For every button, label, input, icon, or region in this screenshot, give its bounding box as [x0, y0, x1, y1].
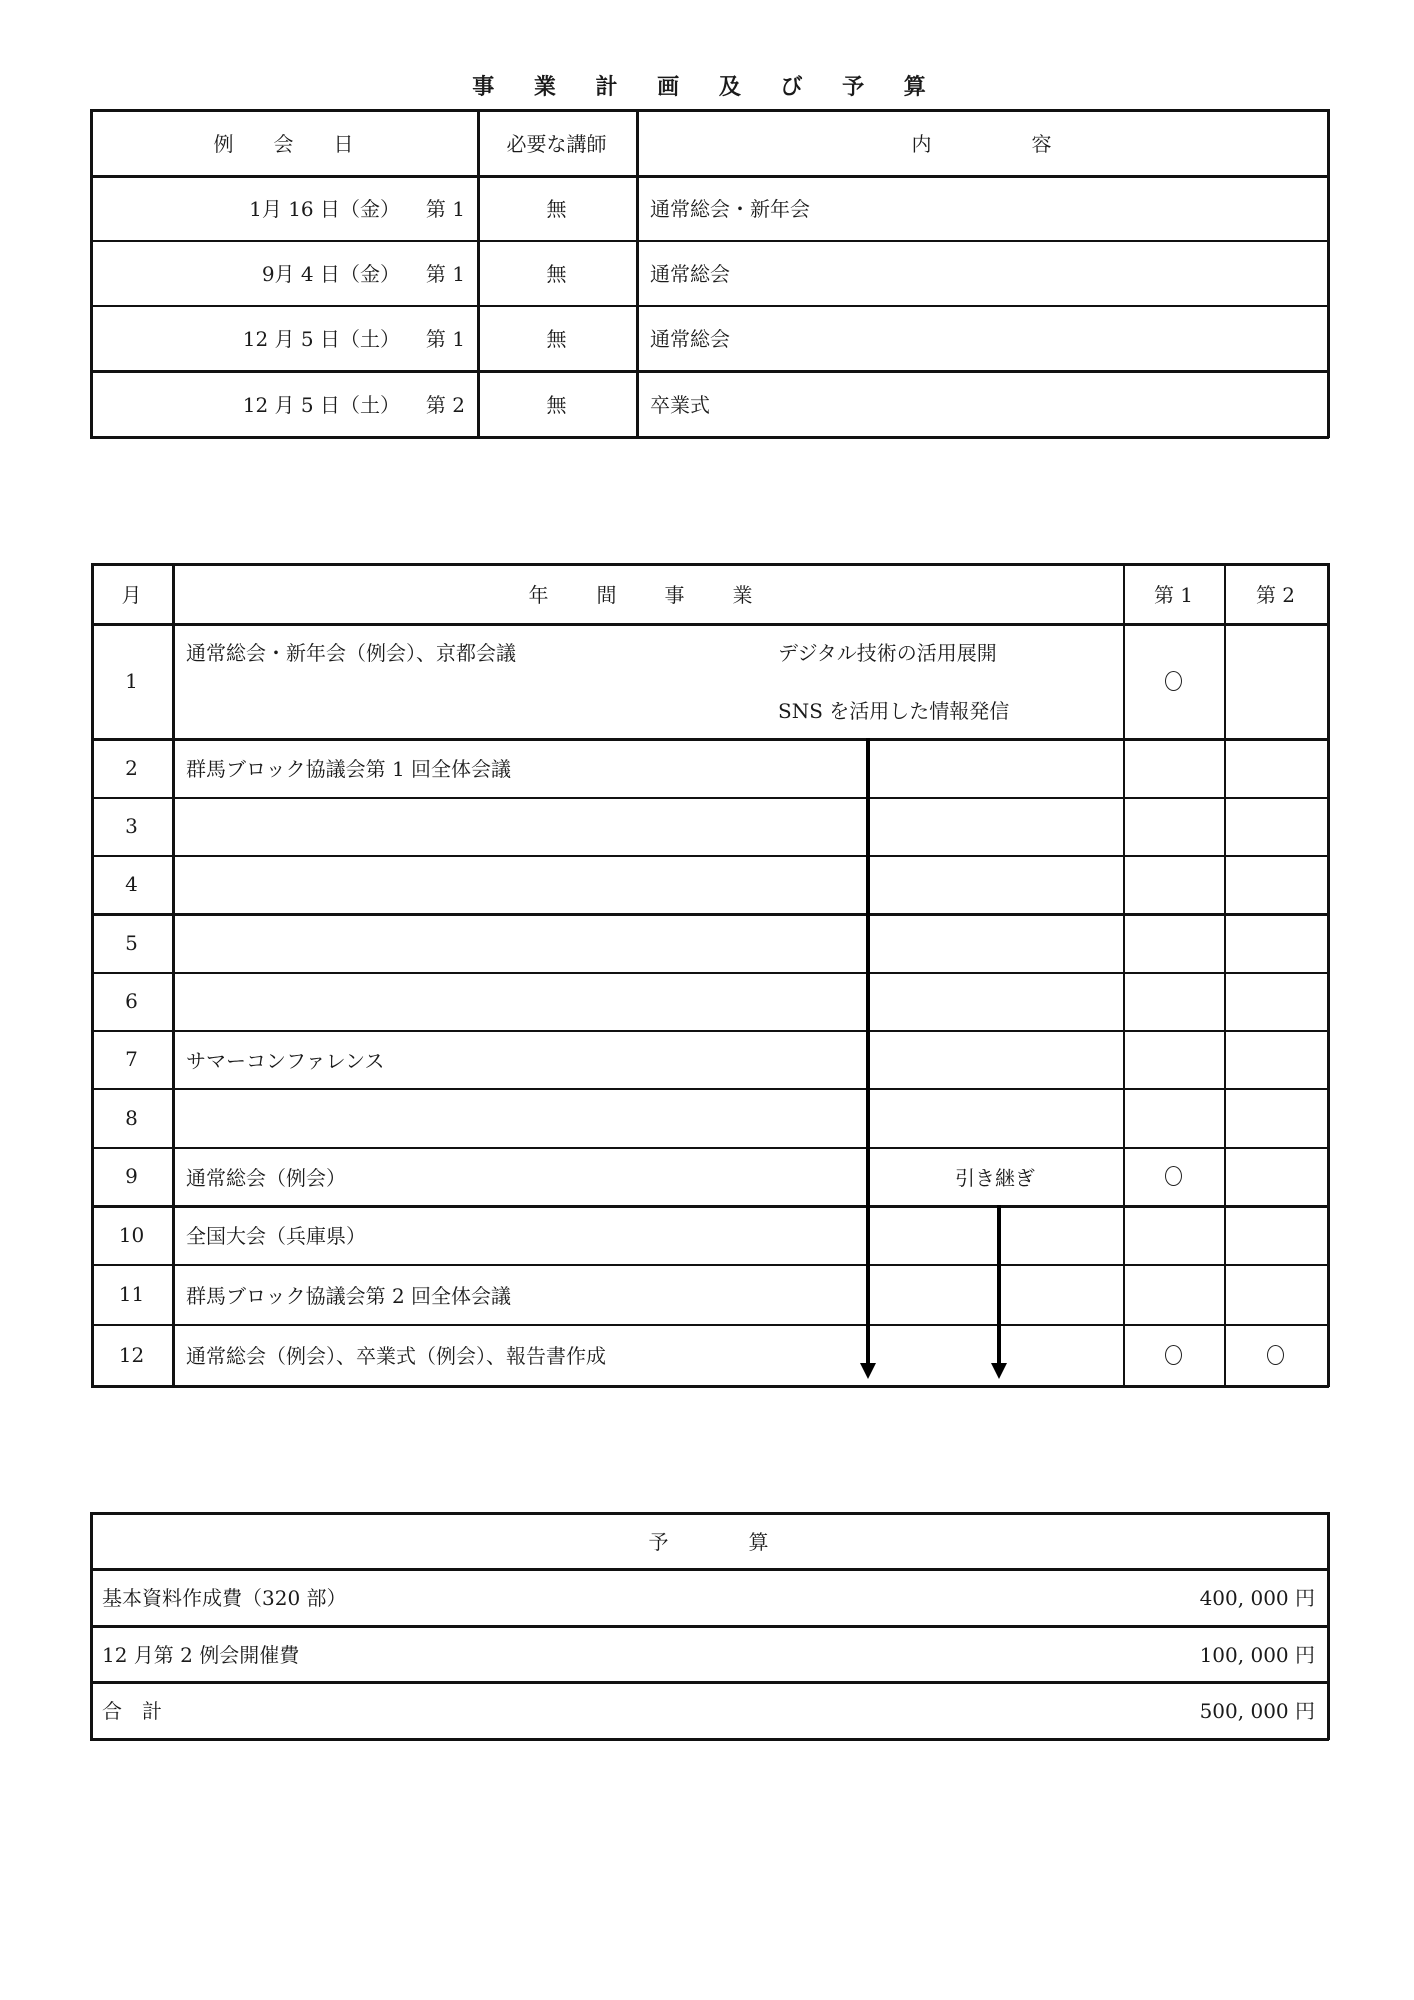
budget-item-amount: 400, 000 円	[1199, 1586, 1315, 1610]
header-second: 第 2	[1255, 582, 1296, 607]
attendance-second	[1224, 1030, 1327, 1088]
event-text: サマーコンファレンス	[186, 1048, 385, 1073]
event-text	[186, 913, 867, 972]
event-note	[867, 1205, 1123, 1264]
budget-item-amount: 100, 000 円	[1199, 1642, 1315, 1667]
event-text	[186, 855, 867, 913]
event-text	[186, 1088, 867, 1147]
row1-note-digital: デジタル技術の活用展開	[778, 640, 997, 665]
header-lecturer: 必要な講師	[506, 131, 607, 156]
table-border	[90, 1738, 1329, 1741]
month-number: 10	[118, 1222, 145, 1247]
meeting-content: 通常総会・新年会	[650, 197, 810, 221]
attendance-first	[1123, 972, 1224, 1030]
month-number: 2	[125, 755, 138, 780]
attendance-first	[1123, 1147, 1224, 1205]
event-text: 群馬ブロック協議会第 2 回全体会議	[186, 1283, 512, 1308]
attendance-first	[1123, 1324, 1224, 1385]
table-border	[172, 563, 175, 1387]
meeting-lecturer: 無	[546, 327, 567, 351]
header-events: 年 間 事 業	[528, 582, 767, 607]
document-title: 事 業 計 画 及 び 予 算	[472, 74, 942, 100]
arrow-shaft	[997, 1205, 1001, 1365]
row1-note-sns: SNS を活用した情報発信	[778, 699, 1010, 723]
budget-header: 予 算	[648, 1529, 769, 1554]
attendance-second	[1224, 1324, 1327, 1385]
month-number: 4	[125, 872, 138, 896]
meeting-lecturer: 無	[546, 197, 567, 221]
table-border	[91, 1385, 1329, 1388]
meeting-session: 第 1	[425, 197, 465, 221]
header-content: 内 容	[911, 131, 1052, 156]
meeting-lecturer: 無	[546, 392, 567, 417]
meeting-date: 9月 4 日（金）	[261, 262, 400, 286]
event-note	[867, 797, 1123, 855]
meeting-date: 12 月 5 日（土）	[242, 327, 400, 351]
budget-total-amount: 500, 000 円	[1199, 1699, 1315, 1723]
attendance-first	[1123, 738, 1224, 797]
month-number: 12	[118, 1342, 145, 1367]
event-text: 通常総会・新年会（例会）、京都会議	[186, 640, 516, 665]
event-text: 全国大会（兵庫県）	[186, 1224, 366, 1248]
meeting-session: 第 1	[425, 262, 465, 286]
attendance-second	[1224, 1264, 1327, 1324]
attendance-second	[1224, 855, 1327, 913]
meeting-content: 卒業式	[650, 392, 710, 417]
event-note	[867, 738, 1123, 797]
table-border	[1327, 563, 1330, 1387]
meeting-session: 第 1	[425, 327, 465, 351]
event-note: 引き継ぎ	[955, 1165, 1035, 1190]
budget-total-label: 合 計	[102, 1699, 162, 1723]
event-note	[867, 1088, 1123, 1147]
event-note	[867, 913, 1123, 972]
month-number: 1	[125, 668, 138, 693]
table-border	[90, 436, 1329, 439]
attendance-first	[1123, 855, 1224, 913]
event-note	[867, 855, 1123, 913]
table-border	[1327, 1512, 1330, 1740]
event-text: 群馬ブロック協議会第 1 回全体会議	[186, 757, 512, 781]
attendance-mark-icon	[1165, 1345, 1182, 1365]
month-number: 5	[125, 930, 138, 955]
meeting-date: 12 月 5 日（土）	[242, 392, 400, 417]
attendance-first	[1123, 1088, 1224, 1147]
month-number: 3	[125, 814, 138, 838]
attendance-second	[1224, 913, 1327, 972]
attendance-mark-icon	[1165, 671, 1182, 691]
attendance-second	[1224, 972, 1327, 1030]
attendance-first	[1123, 1264, 1224, 1324]
attendance-mark-icon	[1165, 1166, 1182, 1186]
meeting-content: 通常総会	[650, 327, 730, 351]
header-month: 月	[121, 582, 142, 607]
budget-item-label: 基本資料作成費（320 部）	[102, 1586, 347, 1610]
attendance-second	[1224, 1205, 1327, 1264]
attendance-second	[1224, 623, 1327, 738]
event-text	[186, 797, 867, 855]
meeting-content: 通常総会	[650, 262, 730, 286]
attendance-second	[1224, 738, 1327, 797]
attendance-second	[1224, 1088, 1327, 1147]
arrow-shaft	[866, 738, 870, 1365]
header-date: 例 会 日	[213, 131, 354, 156]
month-number: 9	[125, 1164, 138, 1188]
meeting-lecturer: 無	[546, 262, 567, 286]
arrow-down-icon	[991, 1363, 1007, 1379]
attendance-first	[1123, 913, 1224, 972]
month-number: 11	[118, 1282, 145, 1306]
meeting-session: 第 2	[425, 392, 465, 417]
event-text: 通常総会（例会）	[186, 1165, 346, 1190]
budget-item-label: 12 月第 2 例会開催費	[102, 1642, 300, 1667]
attendance-first	[1123, 797, 1224, 855]
arrow-down-icon	[860, 1363, 876, 1379]
attendance-first	[1123, 1030, 1224, 1088]
attendance-second	[1224, 1147, 1327, 1205]
header-first: 第 1	[1153, 582, 1194, 607]
event-note	[867, 1264, 1123, 1324]
month-number: 7	[125, 1047, 138, 1071]
month-number: 6	[125, 989, 138, 1013]
month-number: 8	[125, 1105, 138, 1130]
table-border	[1327, 109, 1330, 438]
meeting-date: 1月 16 日（金）	[249, 197, 400, 221]
attendance-first	[1123, 1205, 1224, 1264]
event-note	[867, 972, 1123, 1030]
event-text	[186, 972, 867, 1030]
attendance-mark-icon	[1267, 1345, 1284, 1365]
attendance-second	[1224, 797, 1327, 855]
event-text: 通常総会（例会）、卒業式（例会）、報告書作成	[186, 1344, 606, 1368]
event-note	[867, 1030, 1123, 1088]
attendance-first	[1123, 623, 1224, 738]
